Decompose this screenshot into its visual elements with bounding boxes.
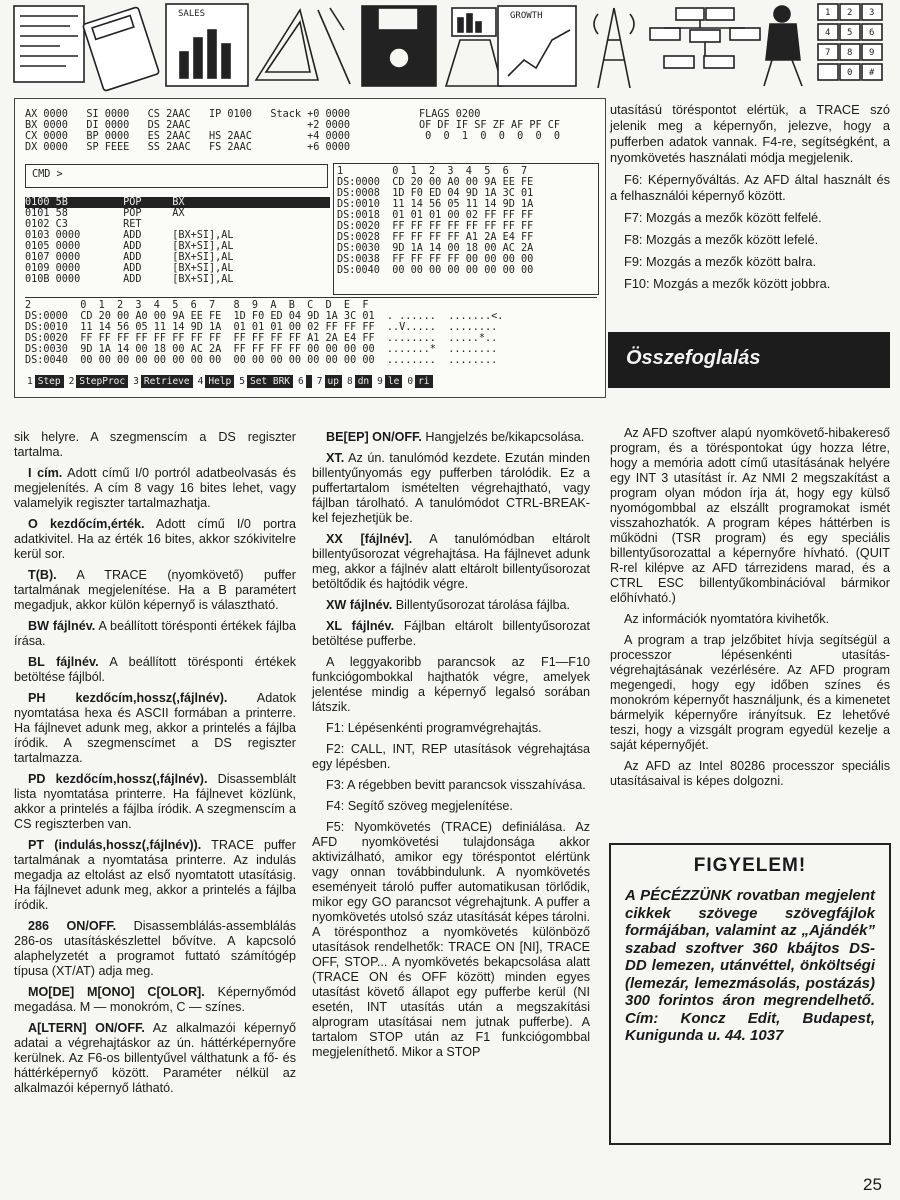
fkey-label: StepProc	[76, 375, 128, 388]
section-heading-summary: Összefoglalás	[608, 332, 890, 388]
fkey-number: 9	[377, 376, 383, 387]
memory-line: DS:0020 FF FF FF FF FF FF FF FF FF FF FF FF A1 2A E4 FF ........ .....*..	[25, 333, 498, 344]
fkey-paragraph: F8: Mozgás a mezők között lefelé.	[624, 232, 819, 247]
clipart-banner	[0, 0, 900, 92]
businessman-icon	[764, 6, 802, 86]
fkey-number: 8	[346, 376, 353, 387]
notice-box	[609, 843, 891, 1145]
disasm-line: 0105 0000 ADD [BX+SI],AL	[25, 241, 234, 252]
debugger-screenshot	[14, 98, 606, 398]
fkey-paragraph: F7: Mozgás a mezők között felfelé.	[624, 210, 822, 225]
memory-line: DS:0040 00 00 00 00 00 00 00 00 00 00 00 00 00 00 00 00 ........ ........	[25, 355, 498, 366]
memory-line: DS:0030 9D 1A 14 00 18 00 AC 2A FF FF FF FF 00 00 00 00 .......* ........	[25, 344, 498, 355]
fkey-paragraph: F3: A régebben bevitt parancsok visszahívása.	[326, 778, 586, 792]
fkey-number: 1	[27, 376, 33, 387]
disasm-line: 0101 58 POP AX	[25, 208, 185, 219]
svg-text:9: 9	[869, 48, 875, 58]
calculator-icon	[83, 7, 160, 91]
svg-text:SALES: SALES	[178, 9, 206, 19]
register-line: CX 0000 BP 0000 ES 2AAC HS 2AAC +4 0000	[25, 131, 351, 142]
memory-line: DS:0028 FF FF FF FF A1 2A E4 FF	[337, 232, 534, 243]
paragraph: Az AFD szoftver alapú nyomkövető-hibakereső program, és a töréspontokat úgy hozza létre, hogy a memória adott című utasításának helyére egy INT 3 utasítást ír. Az NMI 2 megszakítást a program olyan módon írja át, hogy egy külső nyomógombbal az elszállt programokat ismét visszahozhatók. A program képes háttérben is működni (TSR program) és egy speciális billentyűsorozattal a képernyőre hívható. (QUIT R-rel kilépve az AFD tárrezidens marad, és a CTRL ESC billentyűkombinációval bármikor előhívható.)	[610, 426, 890, 605]
command-input[interactable]	[25, 164, 328, 188]
disasm-line: 0109 0000 ADD [BX+SI],AL	[25, 263, 234, 274]
paragraph: sik helyre. A szegmenscím a DS regiszter tartalma.	[14, 430, 296, 459]
text-column-3	[610, 102, 890, 298]
disasm-line: 0103 0000 ADD [BX+SI],AL	[25, 230, 234, 241]
bar-screen-icon	[446, 8, 502, 86]
fkey-label	[306, 375, 312, 388]
fkey-label: up	[325, 375, 342, 388]
svg-text:8: 8	[847, 48, 853, 58]
memory-line: 1 0 1 2 3 4 5 6 7	[337, 166, 528, 177]
paragraph: utasítású töréspontot elértük, a TRACE szó jelenik meg a képernyőn, jelezve, hogy a pufferben adatok vannak. F4-re, segítségként, a nyomkövetés használati módja megjelenik.	[610, 102, 890, 165]
command-paragraph: BW fájlnév. A beállított törésponti értékek fájlba írása.	[14, 619, 296, 648]
fkey-number: 4	[197, 376, 204, 387]
memory-line: DS:0020 FF FF FF FF FF FF FF FF	[337, 221, 534, 232]
disasm-line: 0107 0000 ADD [BX+SI],AL	[25, 252, 234, 263]
svg-text:4: 4	[825, 28, 831, 38]
fkey-stepproc[interactable]	[67, 375, 129, 388]
fkey-label: Help	[205, 375, 234, 388]
disasm-line: 010B 0000 ADD [BX+SI],AL	[25, 274, 234, 285]
paragraph: Az információk nyomtatóra kivihetők.	[624, 612, 830, 626]
fkey-label: Retrieve	[141, 375, 193, 388]
command-paragraph: XW fájlnév. Billentyűsorozat tárolása fájlba.	[326, 598, 571, 612]
register-line: DX 0000 SP FEEE SS 2AAC FS 2AAC +6 0000	[25, 142, 351, 153]
command-paragraph: 286 ON/OFF. Disassemblálás-assemblálás 286-os utasításkészlettel bővítve. A kapcsoló alaphelyzetét a programot futtató számítógép típusa (XT/AT) adja meg.	[14, 919, 296, 978]
memory-line: 2 0 1 2 3 4 5 6 7 8 9 A B C D E F	[25, 300, 369, 311]
fkey-label: ri	[415, 375, 432, 388]
memory-line: DS:0000 CD 20 00 A0 00 9A EE FE 1D F0 ED 04 9D 1A 3C 01 . ...... .......<.	[25, 311, 504, 322]
org-chart-icon	[650, 8, 760, 68]
memory-line: DS:0030 9D 1A 14 00 18 00 AC 2A	[337, 243, 534, 254]
notice-body: A PÉCÉZZÜNK rovatban megjelent cikkek szövege szövegfájlok formájában, valamint az „Ajándék” szabad szoftver 360 kbájtos DS-DD lemezen, utánvéttel, önköltségi (lemezár, lemezmásolás, postázás) 300 forintos áron megrendelhető. Cím: Koncz Edit, Budapest, Kunigunda u. 44. 1037	[625, 887, 875, 1044]
command-paragraph: PD kezdőcím,hossz(,fájlnév). Disassemblált lista nyomtatása printerre. Ha fájlnevet közlünk, akkor a printelés a fájlba íródik. A szegmenscím a CS regiszterben van.	[14, 772, 296, 831]
memory-line: DS:0010 11 14 56 05 11 14 9D 1A	[337, 199, 534, 210]
flags-line: 0 0 1 0 0 0 0 0	[419, 131, 561, 142]
flags-panel	[419, 109, 560, 142]
svg-text:1: 1	[825, 8, 831, 18]
svg-text:7: 7	[825, 48, 831, 58]
fkey-label: Set BRK	[247, 375, 293, 388]
fkey-help[interactable]	[196, 375, 235, 388]
command-paragraph: XX [fájlnév]. A tanulómódban eltárolt billentyűsorozat végrehajtása. Ha fájlnevet adunk meg, akkor a fájlnév alatt eltárolt billentyűsorozat betöltődik és hajtódik végre.	[312, 532, 590, 591]
command-paragraph: BL fájlnév. A beállított törésponti értékek betöltése fájlból.	[14, 655, 296, 684]
fkey-label: Step	[35, 375, 64, 388]
fkey-up[interactable]	[315, 375, 342, 388]
fkey-6[interactable]	[296, 375, 312, 388]
register-line: AX 0000 SI 0000 CS 2AAC IP 0100 Stack +0 0000	[25, 109, 351, 120]
svg-text:3: 3	[869, 8, 875, 18]
text-column-1	[14, 430, 296, 1102]
paragraph: A leggyakoribb parancsok az F1—F10 funkciógombokkal hajthatók végre, amelyek jelentése mindig a képernyő legalsó sorában látszik.	[312, 655, 590, 714]
page-number: 25	[863, 1175, 882, 1194]
fkey-paragraph: F2: CALL, INT, REP utasítások végrehajtása egy lépésben.	[312, 742, 590, 771]
function-key-bar	[25, 375, 599, 388]
fkey-number: 0	[407, 376, 414, 387]
paragraph: A program a trap jelzőbitet hívja segítségül a processzor lépésenkénti utasítás-végrehajtásának vezérlésére. Az AFD program megengedi, hogy egy időben színes és monokróm képernyőt használjunk, és a kimenetet bármelyik képernyőre irányítsuk. Ez lehetővé teszi, hogy a vizsgált program egyedül kezelje a saját képernyőjét.	[610, 633, 890, 752]
fkey-set-brk[interactable]	[237, 375, 293, 388]
fkey-number: 5	[239, 376, 245, 387]
command-paragraph: XT. Az ún. tanulómód kezdete. Ezután minden billentyűnyomás egy pufferben tárolódik. Ez a puffertartalom ismételten végrehajtható, vagy fájlban tárolható. A tanulómódot CTRL-BREAK-kel fejezhetjük be.	[312, 451, 590, 525]
fkey-paragraph: F10: Mozgás a mezők között jobbra.	[624, 276, 831, 291]
fkey-retrieve[interactable]	[131, 375, 193, 388]
memory-line: DS:0008 1D F0 ED 04 9D 1A 3C 01	[337, 188, 534, 199]
text-column-2	[312, 430, 590, 1066]
command-paragraph: A[LTERN] ON/OFF. Az alkalmazói képernyő adatai a végrehajtáskor az ún. háttérképernyőre kerülnek. Az F6-os billentyűvel válthatunk a fő- és háttérképernyő között. Paraméter nélkül az alkalmazói képernyő látható.	[14, 1021, 296, 1095]
fkey-paragraph: F5: Nyomkövetés (TRACE) definiálása. Az AFD nyomkövetési tulajdonsága akkor aktivizálható, amikor egy töréspontot elértünk vagy onnan továbbindulunk. A nyomkövetés eseményeit tároló puffer automatikusan törlődik, mikor egy GO parancsot végrehajtunk. A puffer a nyomkövetés utolsó száz utasítását képes tárolni. A törésponthoz a nyomkövetés különböző utasítások rendelhetők: TRACE ON [NI], TRACE OFF, STOP... A nyomkövetés bekapcsolása alatt (TRACE ON és OFF között) minden egyes utasítást követő állapot egy pufferbe kerül (NI esetén, INT utasítás után a megszakítási alprogram utasításai nem jutnak pufferbe). A tartalom STOP után az F1 funkciógombbal megjeleníthető. Mikor a STOP	[312, 820, 590, 1059]
svg-text:2: 2	[847, 8, 853, 18]
disasm-line-current: 0100 5B POP BX	[25, 197, 330, 208]
memory-line: DS:0038 FF FF FF FF 00 00 00 00	[337, 254, 534, 265]
disasm-line: 0102 C3 RET	[25, 219, 142, 230]
sales-chart-icon	[166, 4, 248, 86]
flags-line: FLAGS 0200	[419, 109, 481, 120]
memory-line: DS:0010 11 14 56 05 11 14 9D 1A 01 01 01 00 02 FF FF FF ..V..... ........	[25, 322, 498, 333]
command-paragraph: XL fájlnév. Fájlban eltárolt billentyűsorozat betöltése pufferbe.	[312, 619, 590, 648]
memory-window-1	[333, 163, 599, 295]
fkey-number: 2	[68, 376, 75, 387]
register-panel	[25, 109, 350, 153]
svg-text:GROWTH: GROWTH	[510, 11, 543, 21]
memory-line: DS:0040 00 00 00 00 00 00 00 00	[337, 265, 534, 276]
command-paragraph: PT (indulás,hossz(,fájlnév)). TRACE puffer tartalmának a nyomtatása printerre. Az indulás megadja az eltolást az első nyomtatott utasításig. Ha fájlnevet adunk meg, akkor a printelés a fájlba íródik.	[14, 838, 296, 912]
fkey-label: dn	[355, 375, 372, 388]
floppy-disk-icon	[362, 6, 436, 86]
svg-text:6: 6	[869, 28, 875, 38]
fkey-number: 3	[133, 376, 139, 387]
growth-chart-icon	[498, 6, 576, 86]
command-paragraph: I cím. Adott című I/0 portról adatbeolvasás és megjelenítés. A cím 8 vagy 16 bites lehet, vagy valamelyik regiszter tartalmazhatja.	[14, 466, 296, 510]
fkey-number: 6	[298, 376, 304, 387]
command-paragraph: MO[DE] M[ONO] C[OLOR]. Képernyőmód megadása. M — monokróm, C — színes.	[14, 985, 296, 1014]
fkey-paragraph: F9: Mozgás a mezők között balra.	[624, 254, 817, 269]
document-form-icon	[14, 6, 84, 82]
antenna-tower-icon	[594, 8, 634, 88]
disassembly-panel	[25, 197, 330, 285]
svg-text:0: 0	[847, 68, 853, 78]
paragraph: Az AFD az Intel 80286 processzor speciális utasításaival is képes dolgozni.	[610, 759, 890, 788]
fkey-paragraph: F1: Lépésenkénti programvégrehajtás.	[326, 721, 542, 735]
command-paragraph: BE[EP] ON/OFF. Hangjelzés be/kikapcsolása.	[326, 430, 585, 444]
notice-title: FIGYELEM!	[693, 855, 807, 876]
register-line: BX 0000 DI 0000 DS 2AAC +2 0000	[25, 120, 351, 131]
flags-line: OF DF IF SF ZF AF PF CF	[419, 120, 561, 131]
fkey-paragraph: F6: Képernyőváltás. Az AFD által használt és a felhasználói képernyő között.	[610, 172, 890, 203]
fkey-paragraph: F4: Segítő szöveg megjelenítése.	[326, 799, 513, 813]
memory-line: DS:0018 01 01 01 00 02 FF FF FF	[337, 210, 534, 221]
fkey-ri[interactable]	[405, 375, 432, 388]
fkey-dn[interactable]	[345, 375, 372, 388]
memory-window-2	[25, 297, 597, 366]
keypad-icon	[818, 4, 882, 80]
memory-line: DS:0000 CD 20 00 A0 00 9A EE FE	[337, 177, 534, 188]
command-paragraph: O kezdőcím,érték. Adott című I/0 portra adatkivitel. Ha az érték 16 bites, akkor szókivitelre kerül sor.	[14, 517, 296, 561]
drafting-tools-icon	[256, 8, 350, 84]
fkey-label: le	[385, 375, 402, 388]
command-prompt: CMD >	[32, 169, 63, 180]
svg-text:#: #	[869, 68, 875, 78]
fkey-le[interactable]	[375, 375, 402, 388]
fkey-number: 7	[316, 376, 323, 387]
svg-text:5: 5	[847, 28, 853, 38]
summary-text	[610, 426, 890, 795]
command-paragraph: T(B). A TRACE (nyomkövető) puffer tartalmának megjelenítése. Ha a B paramétert megadjuk, akkor külön képernyő is választható.	[14, 568, 296, 612]
command-paragraph: PH kezdőcím,hossz(,fájlnév). Adatok nyomtatása hexa és ASCII formában a printerre. Ha fájlnevet adunk meg, akkor a printelés a fájlba íródik. A szegmenscímet a DS regiszter tartalmazza.	[14, 691, 296, 765]
fkey-step[interactable]	[25, 375, 64, 388]
